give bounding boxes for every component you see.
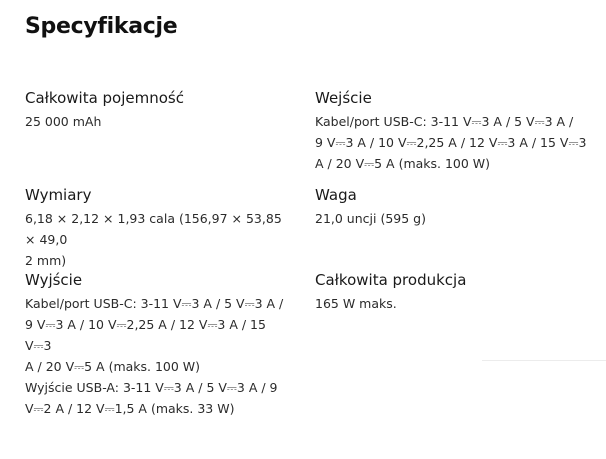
spec-total-output (315, 270, 585, 314)
spec-capacity (25, 88, 295, 132)
spec-dimensions-label: Wymiary (25, 186, 92, 204)
section-title: Specyfikacje (25, 14, 178, 39)
spec-weight-label: Waga (315, 186, 357, 204)
spec-total-output-label: Całkowita produkcja (315, 271, 467, 289)
spec-dimensions (25, 185, 295, 271)
spec-capacity-value: 25 000 mAh (25, 114, 102, 129)
spec-weight-value: 21,0 uncji (595 g) (315, 211, 426, 226)
spec-output-value: Kabel/port USB-C: 3-11 V⎓3 A / 5 V⎓3 A / 9 V⎓3 A / 10 V⎓2,25 A / 12 V⎓3 A / 15 V⎓3 A / 20 V⎓5 A (maks. 100 W) Wyjście USB-A: 3-11 V⎓3 A / 5 V⎓3 A / 9 V⎓2 A / 12 V⎓1,5 A (maks. 33 W) (25, 296, 284, 416)
spec-capacity-label: Całkowita pojemność (25, 89, 184, 107)
section-divider (482, 360, 606, 361)
spec-input-value: Kabel/port USB-C: 3-11 V⎓3 A / 5 V⎓3 A / 9 V⎓3 A / 10 V⎓2,25 A / 12 V⎓3 A / 15 V⎓3 A / 20 V⎓5 A (maks. 100 W) (315, 114, 587, 171)
spec-total-output-value: 165 W maks. (315, 296, 397, 311)
spec-dimensions-value: 6,18 × 2,12 × 1,93 cala (156,97 × 53,85 × 49,0 2 mm) (25, 211, 282, 268)
spec-output (25, 270, 295, 419)
spec-output-label: Wyjście (25, 271, 83, 289)
spec-input-label: Wejście (315, 89, 372, 107)
spec-input (315, 88, 590, 174)
spec-weight (315, 185, 585, 229)
